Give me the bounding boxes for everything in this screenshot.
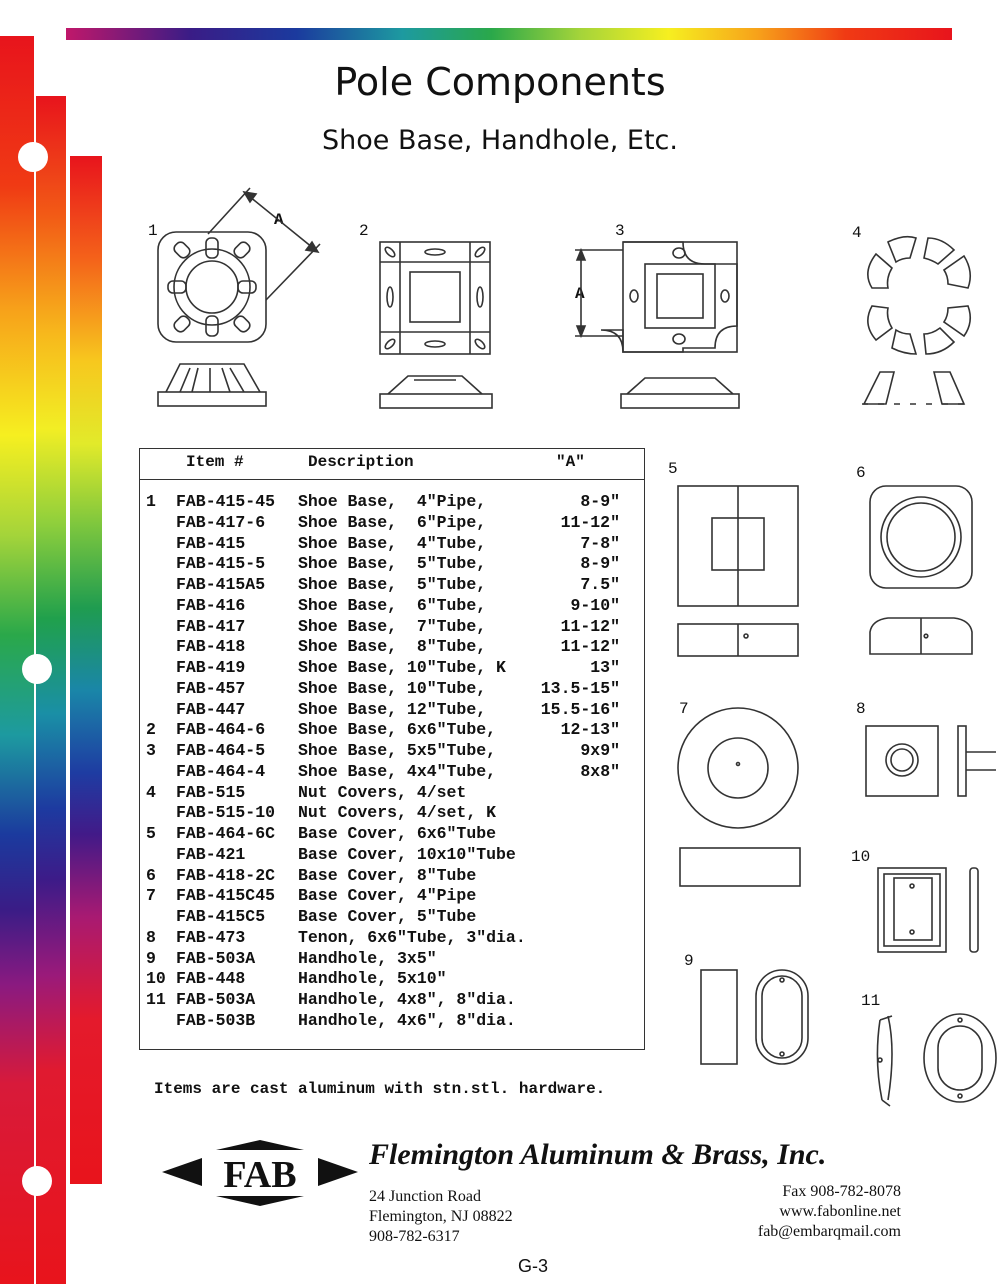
row-description: Shoe Base, 10"Tube, K <box>298 658 506 677</box>
row-item-number: FAB-457 <box>176 678 246 698</box>
page-subtitle: Shoe Base, Handhole, Etc. <box>322 125 678 156</box>
figure-number-5: 5 <box>668 460 678 478</box>
row-item-number: FAB-416 <box>176 595 246 615</box>
row-dimension-a: 7.5" <box>580 575 620 594</box>
table-row <box>140 845 644 866</box>
figure-11-handhole-drawing <box>876 1010 996 1110</box>
page-number: G-3 <box>518 1256 549 1276</box>
row-number: 3 <box>146 741 156 760</box>
row-dimension-a: 12-13" <box>560 720 620 740</box>
row-description: Shoe Base, 4x4"Tube, <box>298 761 497 781</box>
material-note: Items are cast aluminum with stn.stl. hardware. <box>154 1080 606 1098</box>
row-dimension-a: 13" <box>590 658 620 677</box>
row-number: 8 <box>146 927 156 947</box>
dimension-label-fig3: A <box>575 285 585 303</box>
row-item-number: FAB-464-6 <box>176 720 266 740</box>
row-item-number: FAB-415-45 <box>176 492 276 511</box>
logo-text: FAB <box>223 1154 297 1196</box>
row-description: Base Cover, 5"Tube <box>298 907 477 926</box>
binder-hole-middle <box>22 654 52 684</box>
figure-number-10: 10 <box>851 848 871 866</box>
row-description: Handhole, 3x5" <box>298 948 437 968</box>
figure-number-6: 6 <box>856 464 866 482</box>
table-row <box>140 700 644 721</box>
row-dimension-a: 11-12" <box>560 512 620 532</box>
table-row <box>140 1011 644 1032</box>
figure-1-shoe-base-drawing <box>140 180 340 400</box>
row-description: Handhole, 5x10" <box>298 969 447 989</box>
email-link[interactable]: fab@embarqmail.com <box>757 1223 901 1240</box>
dimension-label-fig1: A <box>274 211 284 229</box>
row-item-number: FAB-473 <box>176 927 246 947</box>
figure-9-handhole-drawing <box>698 966 828 1066</box>
row-description: Shoe Base, 6"Tube, <box>298 595 487 615</box>
header-item: Item # <box>186 453 244 471</box>
row-item-number: FAB-415-5 <box>176 554 266 574</box>
row-item-number: FAB-503B <box>176 1010 256 1030</box>
row-item-number: FAB-419 <box>176 658 246 677</box>
table-row <box>140 928 644 949</box>
figure-number-4: 4 <box>852 224 862 242</box>
row-number: 6 <box>146 865 156 885</box>
row-description: Shoe Base, 8"Tube, <box>298 637 487 657</box>
figure-number-1: 1 <box>148 222 158 240</box>
figure-7-base-cover-drawing <box>674 708 814 898</box>
row-dimension-a: 13.5-15" <box>540 678 620 698</box>
row-dimension-a: 7-8" <box>580 533 620 553</box>
row-item-number: FAB-421 <box>176 844 246 864</box>
figure-5-base-cover-drawing <box>676 484 806 664</box>
table-row <box>140 534 644 555</box>
fax-number: Fax 908-782-8078 <box>782 1183 901 1200</box>
row-dimension-a: 11-12" <box>560 616 620 636</box>
row-dimension-a: 8x8" <box>580 761 620 781</box>
phone-number: 908-782-6317 <box>369 1228 460 1245</box>
row-description: Shoe Base, 10"Tube, <box>298 678 487 698</box>
figure-6-base-cover-drawing <box>868 484 978 664</box>
spectrum-bar-right <box>70 156 102 1184</box>
row-item-number: FAB-415C45 <box>176 886 276 906</box>
row-description: Base Cover, 8"Tube <box>298 865 477 885</box>
row-item-number: FAB-464-6C <box>176 824 276 843</box>
website-link[interactable]: www.fabonline.net <box>779 1203 901 1220</box>
row-item-number: FAB-448 <box>176 969 246 989</box>
row-item-number: FAB-464-5 <box>176 741 266 760</box>
row-dimension-a: 9x9" <box>580 741 620 760</box>
row-item-number: FAB-515-10 <box>176 803 276 823</box>
address-line1: 24 Junction Road <box>369 1188 481 1205</box>
row-description: Base Cover, 10x10"Tube <box>298 844 516 864</box>
row-description: Shoe Base, 6"Pipe, <box>298 512 487 532</box>
row-dimension-a: 9-10" <box>570 595 620 615</box>
row-description: Shoe Base, 6x6"Tube, <box>298 720 497 740</box>
table-row <box>140 554 644 575</box>
row-number: 2 <box>146 720 156 740</box>
row-number: 11 <box>146 990 166 1009</box>
table-row <box>140 637 644 658</box>
row-number: 7 <box>146 886 156 906</box>
spectrum-bar-middle <box>36 96 66 1284</box>
figure-number-2: 2 <box>359 222 369 240</box>
table-row <box>140 803 644 824</box>
row-number: 5 <box>146 824 156 843</box>
row-description: Tenon, 6x6"Tube, 3"dia. <box>298 927 526 947</box>
row-item-number: FAB-503A <box>176 948 256 968</box>
row-description: Nut Covers, 4/set <box>298 782 467 802</box>
table-row <box>140 492 644 513</box>
row-item-number: FAB-464-4 <box>176 761 266 781</box>
row-description: Shoe Base, 4"Pipe, <box>298 492 487 511</box>
table-row <box>140 658 644 679</box>
row-number: 10 <box>146 969 166 989</box>
table-row <box>140 990 644 1011</box>
table-row <box>140 866 644 887</box>
figure-10-handhole-drawing <box>876 866 986 956</box>
header-a: "A" <box>556 453 585 471</box>
table-row <box>140 886 644 907</box>
table-row <box>140 596 644 617</box>
figure-number-3: 3 <box>615 222 625 240</box>
row-description: Shoe Base, 5"Tube, <box>298 575 487 594</box>
row-item-number: FAB-415 <box>176 533 246 553</box>
table-row <box>140 949 644 970</box>
table-header <box>140 449 644 480</box>
row-number: 4 <box>146 782 156 802</box>
table-row <box>140 783 644 804</box>
row-dimension-a: 15.5-16" <box>540 699 620 719</box>
table-row <box>140 617 644 638</box>
row-description: Base Cover, 4"Pipe <box>298 886 477 906</box>
row-description: Shoe Base, 5x5"Tube, <box>298 741 497 760</box>
row-description: Shoe Base, 7"Tube, <box>298 616 487 636</box>
table-row <box>140 720 644 741</box>
table-row <box>140 907 644 928</box>
figure-2-shoe-base-drawing <box>378 240 508 420</box>
spectrum-bar-top <box>66 28 952 40</box>
table-row <box>140 762 644 783</box>
fab-logo <box>162 1138 362 1208</box>
row-item-number: FAB-415A5 <box>176 575 266 594</box>
page-title: Pole Components <box>334 60 666 104</box>
row-number: 1 <box>146 492 156 511</box>
row-description: Nut Covers, 4/set, K <box>298 803 497 823</box>
table-row <box>140 575 644 596</box>
row-number: 9 <box>146 948 156 968</box>
figure-3-shoe-base-drawing <box>565 240 745 420</box>
row-description: Handhole, 4x6", 8"dia. <box>298 1010 516 1030</box>
row-item-number: FAB-415C5 <box>176 907 266 926</box>
row-item-number: FAB-515 <box>176 782 246 802</box>
row-dimension-a: 11-12" <box>560 637 620 657</box>
address-line2: Flemington, NJ 08822 <box>369 1208 513 1225</box>
row-description: Base Cover, 6x6"Tube <box>298 824 497 843</box>
row-item-number: FAB-447 <box>176 699 246 719</box>
figure-number-8: 8 <box>856 700 866 718</box>
figure-number-11: 11 <box>861 992 881 1010</box>
figure-number-9: 9 <box>684 952 694 970</box>
row-dimension-a: 8-9" <box>580 554 620 574</box>
row-item-number: FAB-418-2C <box>176 865 276 885</box>
row-item-number: FAB-503A <box>176 990 256 1009</box>
item-table <box>139 448 645 1050</box>
row-item-number: FAB-418 <box>176 637 246 657</box>
table-row <box>140 741 644 762</box>
figure-8-tenon-drawing <box>864 724 1000 804</box>
table-row <box>140 824 644 845</box>
table-row <box>140 679 644 700</box>
row-item-number: FAB-417-6 <box>176 512 266 532</box>
table-row <box>140 969 644 990</box>
row-item-number: FAB-417 <box>176 616 246 636</box>
row-description: Shoe Base, 12"Tube, <box>298 699 487 719</box>
row-dimension-a: 8-9" <box>580 492 620 511</box>
row-description: Handhole, 4x8", 8"dia. <box>298 990 516 1009</box>
figure-number-7: 7 <box>679 700 689 718</box>
table-row <box>140 513 644 534</box>
company-name: Flemington Aluminum & Brass, Inc. <box>369 1138 827 1171</box>
header-description: Description <box>308 453 414 471</box>
binder-hole-bottom <box>22 1166 52 1196</box>
figure-4-nut-covers-drawing <box>858 234 978 414</box>
row-description: Shoe Base, 5"Tube, <box>298 554 487 574</box>
row-description: Shoe Base, 4"Tube, <box>298 533 487 553</box>
